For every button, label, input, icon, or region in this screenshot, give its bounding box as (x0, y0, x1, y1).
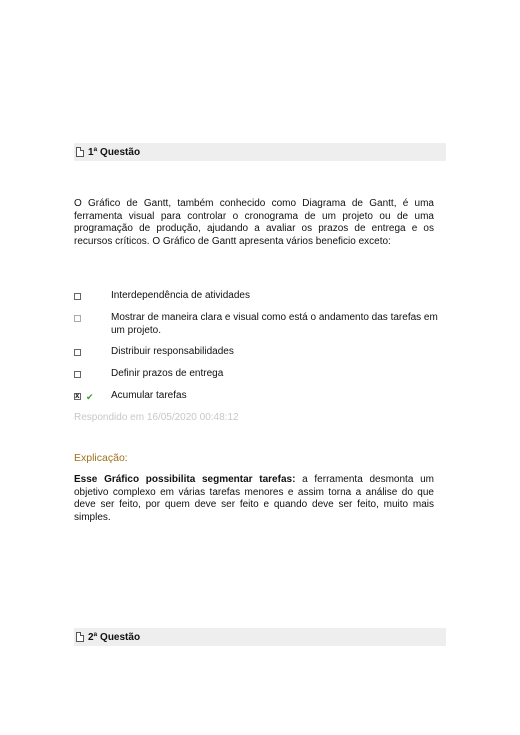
document-icon (76, 632, 84, 642)
question-2-header (74, 628, 446, 646)
document-icon (76, 147, 84, 157)
option-label: Mostrar de maneira clara e visual como está o andamento das tarefas em um projeto. (111, 312, 438, 336)
question-2-title: 2ª Questão (88, 631, 141, 643)
correct-check-icon: ✔ (86, 392, 94, 402)
explanation-text (74, 474, 434, 524)
explanation-title: Explicação: (74, 452, 128, 464)
answered-timestamp: Respondido em 16/05/2020 00:48:12 (74, 412, 239, 423)
checked-checkbox-icon[interactable] (74, 393, 81, 400)
checkbox-icon[interactable] (74, 293, 81, 300)
option-label: Distribuir responsabilidades (111, 346, 234, 357)
checkbox-icon[interactable] (74, 315, 81, 322)
checkbox-icon[interactable] (74, 371, 81, 378)
checkbox-icon[interactable] (74, 349, 81, 356)
explanation-bold: Esse Gráfico possibilita segmentar tarefas: (74, 474, 296, 485)
explanation-body: a ferramenta desmonta um objetivo complexo em várias tarefas menores e assim torna a análise do que deve ser feito, por quem deve ser feito e quando deve ser feito, muito mais simples. (74, 474, 435, 523)
question-statement: O Gráfico de Gantt, também conhecido como Diagrama de Gantt, é uma ferramenta visual para controlar o cronograma de um projeto ou de uma programação de produção, ajudando a avaliar os prazos de entrega e os recursos críticos. O Gráfico de Gantt apresenta vários beneficio exceto: (74, 198, 434, 247)
option-label: Interdependência de atividades (111, 290, 250, 301)
question-1-title: 1ª Questão (88, 146, 141, 158)
option-label: Definir prazos de entrega (111, 368, 224, 379)
option-label: Acumular tarefas (111, 390, 187, 401)
question-1-header (74, 143, 446, 161)
